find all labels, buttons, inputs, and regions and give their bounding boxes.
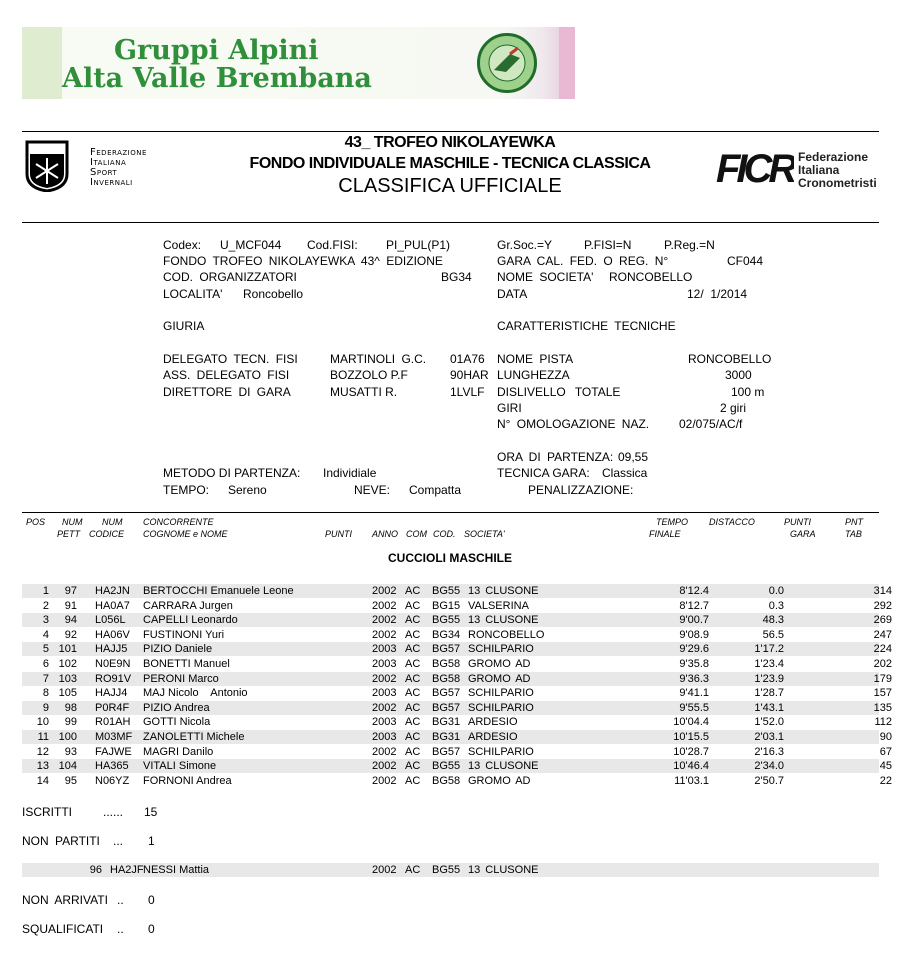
col-tab: TAB bbox=[845, 529, 862, 539]
cell-societa: RONCOBELLO bbox=[468, 628, 545, 641]
cell-pett: 100 bbox=[58, 731, 77, 743]
cell-anno: 2002 bbox=[372, 585, 397, 597]
cell-anno: 2003 bbox=[372, 658, 397, 670]
data-label: DATA bbox=[497, 287, 528, 301]
col-com: COM bbox=[406, 529, 427, 539]
dns-societa: 13 CLUSONE bbox=[468, 864, 539, 876]
cell-com: AC bbox=[405, 760, 421, 773]
cell-anno: 2002 bbox=[372, 672, 397, 685]
cell-cod: BG57 bbox=[432, 745, 461, 758]
metodo-label: METODO DI PARTENZA: bbox=[163, 466, 301, 480]
cell-pett: 102 bbox=[58, 658, 77, 670]
cell-pos: 13 bbox=[36, 760, 49, 773]
tecnica-label: TECNICA GARA: bbox=[497, 466, 590, 480]
ficr-line: Cronometristi bbox=[798, 176, 877, 190]
cell-societa: 13 CLUSONE bbox=[468, 585, 539, 597]
cell-distacco: 1'43.1 bbox=[754, 701, 784, 714]
cell-codice: R01AH bbox=[95, 716, 131, 729]
col-distacco: DISTACCO bbox=[709, 517, 755, 527]
cell-nome: CARRARA Jurgen bbox=[143, 599, 233, 612]
ora-value: 09,55 bbox=[618, 450, 649, 464]
dns-cod: BG55 bbox=[432, 864, 461, 876]
neve-label: NEVE: bbox=[354, 483, 391, 497]
cell-cod: BG58 bbox=[432, 672, 461, 685]
cell-pnt: 45 bbox=[879, 760, 892, 773]
cell-tempo: 8'12.4 bbox=[679, 585, 709, 597]
cell-distacco: 2'16.3 bbox=[754, 745, 784, 758]
cell-societa: GROMO AD bbox=[468, 672, 531, 685]
col-num2: NUM bbox=[102, 517, 123, 527]
assdelegato-value: BOZZOLO P.F bbox=[330, 368, 408, 382]
societa-label: NOME SOCIETA' bbox=[497, 270, 594, 284]
cell-pett: 98 bbox=[64, 701, 77, 714]
table-row bbox=[22, 730, 892, 744]
cell-pnt: 135 bbox=[873, 701, 892, 714]
cell-tempo: 9'08.9 bbox=[679, 628, 709, 641]
dns-anno: 2002 bbox=[372, 864, 397, 876]
lunghezza-label: LUNGHEZZA bbox=[497, 368, 570, 382]
localita-label: LOCALITA' bbox=[163, 287, 223, 301]
cell-codice: P0R4F bbox=[95, 701, 130, 714]
lunghezza-value: 3000 bbox=[725, 368, 752, 382]
col-cod: COD. bbox=[433, 529, 456, 539]
cell-com: AC bbox=[405, 643, 421, 656]
cell-anno: 2002 bbox=[372, 628, 397, 641]
cell-nome: PERONI Marco bbox=[143, 672, 219, 685]
cell-pos: 14 bbox=[36, 774, 49, 787]
cell-pos: 10 bbox=[36, 716, 49, 729]
cell-com: AC bbox=[405, 599, 421, 612]
col-finale: FINALE bbox=[649, 529, 681, 539]
cell-cod: BG57 bbox=[432, 643, 461, 656]
table-row bbox=[22, 701, 892, 715]
cell-distacco: 1'17.2 bbox=[754, 643, 784, 656]
cell-anno: 2002 bbox=[372, 760, 397, 773]
table-header-rule bbox=[22, 512, 879, 513]
nonpartiti-value: 1 bbox=[148, 834, 155, 848]
dislivello-label: DISLIVELLO TOTALE bbox=[497, 385, 621, 399]
cell-pnt: 224 bbox=[873, 643, 892, 656]
cell-tempo: 9'29.6 bbox=[679, 643, 709, 656]
col-punti2: PUNTI bbox=[784, 517, 811, 527]
cell-com: AC bbox=[405, 701, 421, 714]
cell-com: AC bbox=[405, 628, 421, 641]
cell-tempo: 8'12.7 bbox=[679, 599, 709, 612]
cell-codice: FAJWE bbox=[95, 745, 132, 758]
table-row bbox=[22, 774, 892, 788]
tecnica-value: Classica bbox=[602, 466, 648, 480]
banner-title-line2: Alta Valle Brembana bbox=[62, 63, 372, 94]
cell-societa: SCHILPARIO bbox=[468, 643, 534, 656]
org-label: COD. ORGANIZZATORI bbox=[163, 270, 297, 284]
cell-nome: VITALI Simone bbox=[143, 760, 217, 773]
penalizzazione-label: PENALIZZAZIONE: bbox=[528, 483, 634, 497]
cell-tempo: 9'35.8 bbox=[679, 658, 709, 670]
cell-pett: 93 bbox=[64, 745, 77, 758]
cell-pos: 5 bbox=[42, 643, 49, 656]
cell-anno: 2003 bbox=[372, 716, 397, 729]
societa-value: RONCOBELLO bbox=[609, 270, 693, 284]
cell-pnt: 112 bbox=[874, 716, 892, 729]
cell-com: AC bbox=[405, 745, 421, 758]
table-row bbox=[22, 672, 892, 686]
table-row bbox=[22, 657, 892, 671]
codfisi-label: Cod.FISI: bbox=[307, 238, 358, 252]
delegato-code: 01A76 bbox=[450, 352, 485, 366]
cell-distacco: 2'03.1 bbox=[754, 731, 784, 743]
table-row bbox=[22, 628, 892, 642]
dns-codice: HA2JF bbox=[110, 864, 144, 876]
cell-societa: SCHILPARIO bbox=[468, 701, 534, 714]
cell-com: AC bbox=[405, 614, 421, 627]
cell-tempo: 9'41.1 bbox=[679, 687, 709, 700]
cell-pnt: 67 bbox=[879, 745, 892, 758]
pista-value: RONCOBELLO bbox=[688, 352, 772, 366]
cell-pos: 8 bbox=[42, 687, 49, 700]
cell-cod: BG55 bbox=[432, 585, 461, 597]
squalificati-value: 0 bbox=[148, 922, 155, 936]
cell-com: AC bbox=[405, 672, 421, 685]
cell-distacco: 1'23.9 bbox=[754, 672, 784, 685]
assdelegato-label: ASS. DELEGATO FISI bbox=[163, 368, 290, 382]
cell-nome: CAPELLI Leonardo bbox=[143, 614, 238, 627]
col-societa: SOCIETA' bbox=[464, 529, 505, 539]
cell-distacco: 0.0 bbox=[768, 585, 784, 597]
tempo-label: TEMPO: bbox=[163, 483, 210, 497]
header-rule-top bbox=[22, 131, 879, 132]
cell-pos: 1 bbox=[42, 585, 49, 597]
grsoc: Gr.Soc.=Y bbox=[497, 238, 553, 252]
cell-societa: GROMO AD bbox=[468, 658, 531, 670]
cell-pnt: 247 bbox=[873, 628, 892, 641]
cell-pnt: 269 bbox=[873, 614, 892, 627]
cell-pnt: 292 bbox=[873, 599, 892, 612]
table-row bbox=[22, 759, 892, 773]
cell-tempo: 10'15.5 bbox=[673, 731, 709, 743]
cell-distacco: 1'23.4 bbox=[754, 658, 784, 670]
banner-decoration bbox=[22, 27, 62, 99]
cell-com: AC bbox=[405, 716, 421, 729]
col-num1: NUM bbox=[62, 517, 83, 527]
title-line3: CLASSIFICA UFFICIALE bbox=[338, 175, 562, 197]
cell-anno: 2003 bbox=[372, 687, 397, 700]
cell-pnt: 179 bbox=[873, 672, 892, 685]
cell-pos: 2 bbox=[42, 599, 49, 612]
cell-codice: N06YZ bbox=[95, 774, 130, 787]
cell-tempo: 9'00.7 bbox=[679, 614, 709, 627]
cell-codice: M03MF bbox=[95, 731, 133, 743]
dns-pett: 96 bbox=[89, 864, 102, 876]
col-cognome: COGNOME e NOME bbox=[143, 529, 228, 539]
caratteristiche-heading: CARATTERISTICHE TECNICHE bbox=[497, 319, 676, 333]
squalificati-label: SQUALIFICATI bbox=[22, 922, 104, 936]
direttore-value: MUSATTI R. bbox=[330, 385, 398, 399]
iscritti-label: ISCRITTI bbox=[22, 805, 72, 819]
table-row bbox=[22, 599, 892, 613]
cell-com: AC bbox=[405, 774, 421, 787]
direttore-code: 1LVLF bbox=[450, 385, 485, 399]
nonpartiti-label: NON PARTITI bbox=[22, 834, 100, 848]
dns-com: AC bbox=[405, 864, 421, 876]
dns-row bbox=[22, 863, 879, 877]
cell-societa: 13 CLUSONE bbox=[468, 614, 539, 627]
gara-label: GARA CAL. FED. O REG. N° bbox=[497, 254, 669, 268]
cell-pett: 101 bbox=[58, 643, 77, 656]
cell-pos: 11 bbox=[37, 731, 49, 743]
fisi-line: Federazione bbox=[90, 147, 147, 158]
cell-anno: 2002 bbox=[372, 701, 397, 714]
cell-distacco: 0.3 bbox=[768, 599, 784, 612]
cell-societa: VALSERINA bbox=[468, 599, 529, 612]
cell-pnt: 90 bbox=[879, 731, 892, 743]
ora-label: ORA DI PARTENZA: bbox=[497, 450, 614, 464]
giri-value: 2 giri bbox=[720, 401, 747, 415]
cell-societa: SCHILPARIO bbox=[468, 745, 534, 758]
nonarrivati-dots: .. bbox=[117, 893, 124, 907]
col-concorrente: CONCORRENTE bbox=[143, 517, 214, 527]
table-row bbox=[22, 613, 892, 627]
cell-distacco: 2'50.7 bbox=[754, 774, 784, 787]
cell-tempo: 10'46.4 bbox=[673, 760, 709, 773]
cell-nome: FUSTINONI Yuri bbox=[143, 628, 225, 641]
cell-nome: FORNONI Andrea bbox=[143, 774, 232, 787]
cell-codice: HA365 bbox=[95, 760, 129, 773]
codex-label: Codex: bbox=[163, 238, 202, 252]
cell-com: AC bbox=[405, 731, 421, 743]
codfisi-value: PI_PUL(P1) bbox=[386, 238, 451, 252]
cell-tempo: 10'28.7 bbox=[673, 745, 709, 758]
cell-nome: BONETTI Manuel bbox=[143, 658, 230, 670]
assdelegato-code: 90HAR bbox=[450, 368, 489, 382]
cell-anno: 2002 bbox=[372, 774, 397, 787]
cell-pos: 3 bbox=[42, 614, 49, 627]
title-line2: FONDO INDIVIDUALE MASCHILE - TECNICA CLASSICA bbox=[249, 155, 651, 172]
alpini-banner bbox=[22, 27, 575, 99]
cell-pos: 4 bbox=[42, 628, 49, 641]
cell-nome: BERTOCCHI Emanuele Leone bbox=[143, 585, 294, 597]
nonpartiti-dots: ... bbox=[113, 834, 124, 848]
cell-cod: BG15 bbox=[432, 599, 461, 612]
cell-pett: 103 bbox=[58, 672, 77, 685]
cell-pett: 99 bbox=[64, 716, 77, 729]
cell-codice: HA0A7 bbox=[95, 599, 130, 612]
cell-anno: 2003 bbox=[372, 731, 397, 743]
col-anno: ANNO bbox=[372, 529, 399, 539]
cell-pnt: 22 bbox=[879, 774, 892, 787]
localita-value: Roncobello bbox=[243, 287, 304, 301]
cell-anno: 2002 bbox=[372, 745, 397, 758]
tempo-value: Sereno bbox=[228, 483, 267, 497]
col-tempo: TEMPO bbox=[656, 517, 689, 527]
codex-value: U_MCF044 bbox=[220, 238, 282, 252]
cell-pett: 94 bbox=[64, 614, 77, 627]
squalificati-dots: .. bbox=[117, 922, 124, 936]
category-title: CUCCIOLI MASCHILE bbox=[388, 551, 512, 565]
ficr-logo-text bbox=[798, 151, 877, 190]
cell-codice: HA06V bbox=[95, 628, 130, 641]
pista-label: NOME PISTA bbox=[497, 352, 574, 366]
iscritti-dots: ...... bbox=[103, 805, 124, 819]
banner-decoration-right bbox=[559, 27, 575, 99]
table-row bbox=[22, 686, 892, 700]
table-row bbox=[22, 642, 892, 656]
cell-pett: 97 bbox=[64, 585, 77, 597]
cell-codice: HAJJ5 bbox=[95, 643, 128, 656]
cell-cod: BG58 bbox=[432, 774, 461, 787]
cell-tempo: 10'04.4 bbox=[673, 716, 709, 729]
cell-cod: BG55 bbox=[432, 760, 461, 773]
col-gara: GARA bbox=[790, 529, 816, 539]
gara-value: CF044 bbox=[727, 254, 764, 268]
delegato-value: MARTINOLI G.C. bbox=[330, 352, 427, 366]
cell-codice: L056L bbox=[95, 614, 126, 627]
cell-tempo: 9'55.5 bbox=[679, 701, 709, 714]
direttore-label: DIRETTORE DI GARA bbox=[163, 385, 291, 399]
cell-pos: 6 bbox=[42, 658, 49, 670]
event-name: FONDO TROFEO NIKOLAYEWKA 43^ EDIZIONE bbox=[163, 254, 443, 268]
cell-cod: BG31 bbox=[432, 716, 461, 729]
iscritti-value: 15 bbox=[144, 805, 158, 819]
cell-societa: SCHILPARIO bbox=[468, 687, 534, 700]
cell-pos: 7 bbox=[42, 672, 49, 685]
cell-societa: ARDESIO bbox=[468, 731, 518, 743]
cell-nome: PIZIO Andrea bbox=[143, 701, 210, 714]
cell-societa: ARDESIO bbox=[468, 716, 518, 729]
cell-distacco: 2'34.0 bbox=[754, 760, 784, 773]
cell-cod: BG57 bbox=[432, 701, 461, 714]
col-punti: PUNTI bbox=[325, 529, 352, 539]
col-pos: POS bbox=[26, 517, 46, 527]
nonarrivati-value: 0 bbox=[148, 893, 155, 907]
cell-pett: 95 bbox=[64, 774, 77, 787]
col-pnt: PNT bbox=[845, 517, 863, 527]
cell-anno: 2003 bbox=[372, 643, 397, 656]
preg: P.Reg.=N bbox=[664, 238, 715, 252]
col-pett: PETT bbox=[57, 529, 81, 539]
cell-cod: BG57 bbox=[432, 687, 461, 700]
cell-nome: PIZIO Daniele bbox=[143, 643, 213, 656]
cell-societa: 13 CLUSONE bbox=[468, 760, 539, 773]
cell-codice: HA2JN bbox=[95, 585, 130, 597]
table-row bbox=[22, 584, 892, 598]
cell-distacco: 56.5 bbox=[762, 628, 784, 641]
cell-cod: BG55 bbox=[432, 614, 461, 627]
cell-pett: 91 bbox=[64, 599, 77, 612]
cell-pett: 92 bbox=[64, 628, 77, 641]
cell-distacco: 1'52.0 bbox=[754, 716, 784, 729]
giri-label: GIRI bbox=[497, 401, 522, 415]
cell-com: AC bbox=[405, 687, 421, 700]
cell-tempo: 9'36.3 bbox=[679, 672, 709, 685]
cell-anno: 2002 bbox=[372, 599, 397, 612]
ana-seal-icon bbox=[477, 33, 537, 93]
pfisi: P.FISI=N bbox=[584, 238, 632, 252]
col-codice: CODICE bbox=[89, 529, 125, 539]
cell-pett: 105 bbox=[58, 687, 77, 700]
delegato-label: DELEGATO TECN. FISI bbox=[163, 352, 298, 366]
cell-nome: ZANOLETTI Michele bbox=[143, 731, 245, 743]
cell-cod: BG34 bbox=[432, 628, 461, 641]
banner-title-line1: Gruppi Alpini bbox=[114, 35, 319, 66]
cell-distacco: 48.3 bbox=[762, 614, 784, 627]
cell-cod: BG31 bbox=[432, 731, 461, 743]
cell-pnt: 202 bbox=[873, 658, 892, 670]
table-row bbox=[22, 715, 892, 729]
cell-pnt: 314 bbox=[873, 585, 892, 597]
cell-codice: N0E9N bbox=[95, 658, 131, 670]
ficr-logo-icon bbox=[716, 146, 794, 186]
cell-anno: 2002 bbox=[372, 614, 397, 627]
cell-pos: 9 bbox=[42, 701, 49, 714]
cell-codice: RO91V bbox=[95, 672, 132, 685]
cell-distacco: 1'28.7 bbox=[754, 687, 784, 700]
cell-codice: HAJJ4 bbox=[95, 687, 128, 700]
fisi-line: Italiana bbox=[90, 157, 127, 168]
nonarrivati-label: NON ARRIVATI bbox=[22, 893, 108, 907]
giuria-heading: GIURIA bbox=[163, 319, 205, 333]
cell-nome: MAJ Nicolo Antonio bbox=[143, 687, 248, 700]
metodo-value: Individiale bbox=[323, 466, 377, 480]
ficr-line: Federazione bbox=[798, 150, 869, 164]
header-rule-bottom bbox=[22, 222, 879, 223]
cell-pos: 12 bbox=[36, 745, 49, 758]
omolog-value: 02/075/AC/f bbox=[679, 417, 743, 431]
cell-pett: 104 bbox=[58, 760, 77, 773]
dns-nome: NESSI Mattia bbox=[143, 864, 210, 876]
cell-nome: MAGRI Danilo bbox=[143, 745, 214, 758]
org-value: BG34 bbox=[441, 270, 472, 284]
svg-text:FICR: FICR bbox=[716, 147, 794, 188]
data-value: 12/ 1/2014 bbox=[687, 287, 748, 301]
cell-pnt: 157 bbox=[873, 687, 892, 700]
fisi-line: Invernali bbox=[90, 177, 133, 188]
omolog-label: N° OMOLOGAZIONE NAZ. bbox=[497, 417, 650, 431]
neve-value: Compatta bbox=[409, 483, 462, 497]
cell-tempo: 11'03.1 bbox=[674, 774, 709, 787]
table-row bbox=[22, 745, 892, 759]
fisi-line: Sport bbox=[90, 167, 118, 178]
title-line1: 43_ TROFEO NIKOLAYEWKA bbox=[344, 134, 556, 151]
ficr-line: Italiana bbox=[798, 163, 840, 177]
cell-nome: GOTTI Nicola bbox=[143, 716, 211, 729]
cell-com: AC bbox=[405, 585, 421, 597]
dislivello-value: 100 m bbox=[731, 385, 765, 399]
cell-cod: BG58 bbox=[432, 658, 461, 670]
cell-com: AC bbox=[405, 658, 421, 670]
cell-societa: GROMO AD bbox=[468, 774, 531, 787]
